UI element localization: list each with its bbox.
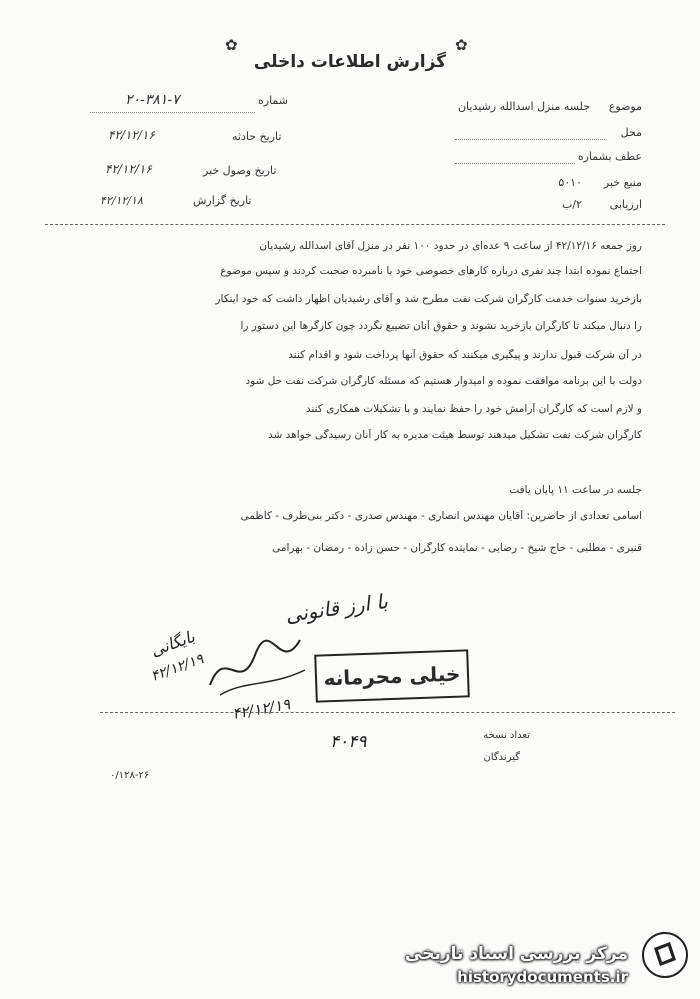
event-date-value: ۴۲/۱۲/۱۶: [108, 128, 155, 142]
signature-scribble-icon: [200, 625, 310, 705]
body-line: اجتماع نموده ابتدا چند نفری درباره کارهای خصوصی خود با نامبرده صحبت کردند و سپس موضوع: [220, 265, 642, 277]
emblem-right-icon: ✿: [455, 36, 468, 54]
source-value: ۵۰۱۰: [558, 176, 582, 189]
news-date-label: تاریخ وصول خبر: [203, 164, 277, 177]
location-label: محل: [620, 126, 642, 139]
handwritten-top-stamp: با ارز قانونی: [283, 588, 390, 628]
history-documents-logo-icon: [640, 930, 690, 980]
body-line: کارگران شرکت نفت تشکیل میدهند توسط هیئت مدیره به کار آنان رسیدگی خواهد شد: [268, 429, 642, 441]
body-line: بازخرید سنوات خدمت کارگران شرکت نفت مطرح شد و آقای رشیدیان اظهار داشت که خود اینکار: [215, 293, 642, 305]
body-line: قنبری - مطلبی - حاج شیخ - رضایی - نماینده کارگران - حسن زاده - رمضان - بهرامی: [272, 542, 642, 554]
subject-value: جلسه منزل اسدالله رشیدیان: [457, 100, 590, 113]
emblem-left-icon: ✿: [225, 36, 238, 54]
confidential-stamp: خیلی محرمانه: [314, 649, 470, 702]
recipients-label: گیرندگان: [483, 752, 520, 763]
addressee-label: عطف بشماره: [577, 150, 642, 163]
body-line: در آن شرکت قبول ندارند و پیگیری میکنند که حقوق آنها پرداخت شود و اقدام کنند: [288, 349, 642, 361]
news-date-value: ۴۲/۱۲/۱۶: [105, 162, 152, 176]
body-line: دولت با این برنامه موافقت نموده و امیدوار هستیم که مسئله کارگران شرکت نفت حل شود: [245, 375, 642, 387]
event-date-label: تاریخ حادثه: [232, 130, 282, 143]
signature-date: ۴۲/۱۲/۱۹: [230, 695, 292, 723]
number-underline: [90, 112, 255, 113]
source-label: منبع خبر: [603, 176, 642, 189]
handwritten-note: بایگانی: [148, 626, 198, 661]
body-line: را دنبال میکند تا کارگران بازخرید نشوند و حقوق آنان تضییع نگردد چون کارگرها این دستور را: [240, 320, 642, 332]
watermark-title: مرکز بررسی اسناد تاریخی: [405, 944, 628, 964]
assessment-value: ۲/ب: [562, 198, 582, 211]
location-line: [455, 139, 605, 140]
subject-label: موضوع: [608, 100, 642, 113]
watermark-url: historydocuments.ir: [457, 968, 628, 986]
number-label: شماره: [258, 94, 289, 107]
body-line: اسامی تعدادی از حاضرین: آقایان مهندس انصاری - مهندس صدری - دکتر بنی‌طرف - کاظمی: [240, 510, 642, 522]
report-title: گزارش اطلاعات داخلی: [253, 52, 447, 72]
report-date-value: ۴۲/۱۲/۱۸: [100, 194, 143, 207]
assessment-label: ارزیابی: [609, 198, 642, 211]
footer-divider: [100, 712, 675, 713]
addressee-line: [455, 163, 575, 164]
report-date-label: تاریخ گزارش: [193, 194, 252, 207]
handwritten-number: ۴۰۴۹: [330, 732, 367, 752]
document-code: ۰/۱۲۸-۲۶: [110, 770, 150, 781]
number-value: ۲۰-۳۸۱-۷: [125, 92, 180, 108]
copies-label: تعداد نسخه: [483, 730, 530, 741]
body-line: جلسه در ساعت ۱۱ پایان یافت: [509, 484, 642, 496]
body-line: روز جمعه ۴۲/۱۲/۱۶ از ساعت ۹ عده‌ای در حدود ۱۰۰ نفر در منزل آقای اسدالله رشیدیان: [259, 240, 642, 252]
handwritten-note-date: ۴۲/۱۲/۱۹: [148, 651, 206, 685]
body-line: و لازم است که کارگران آرامش خود را حفظ نمایند و با تشکیلات همکاری کنند: [305, 403, 642, 415]
header-divider: [45, 224, 665, 225]
